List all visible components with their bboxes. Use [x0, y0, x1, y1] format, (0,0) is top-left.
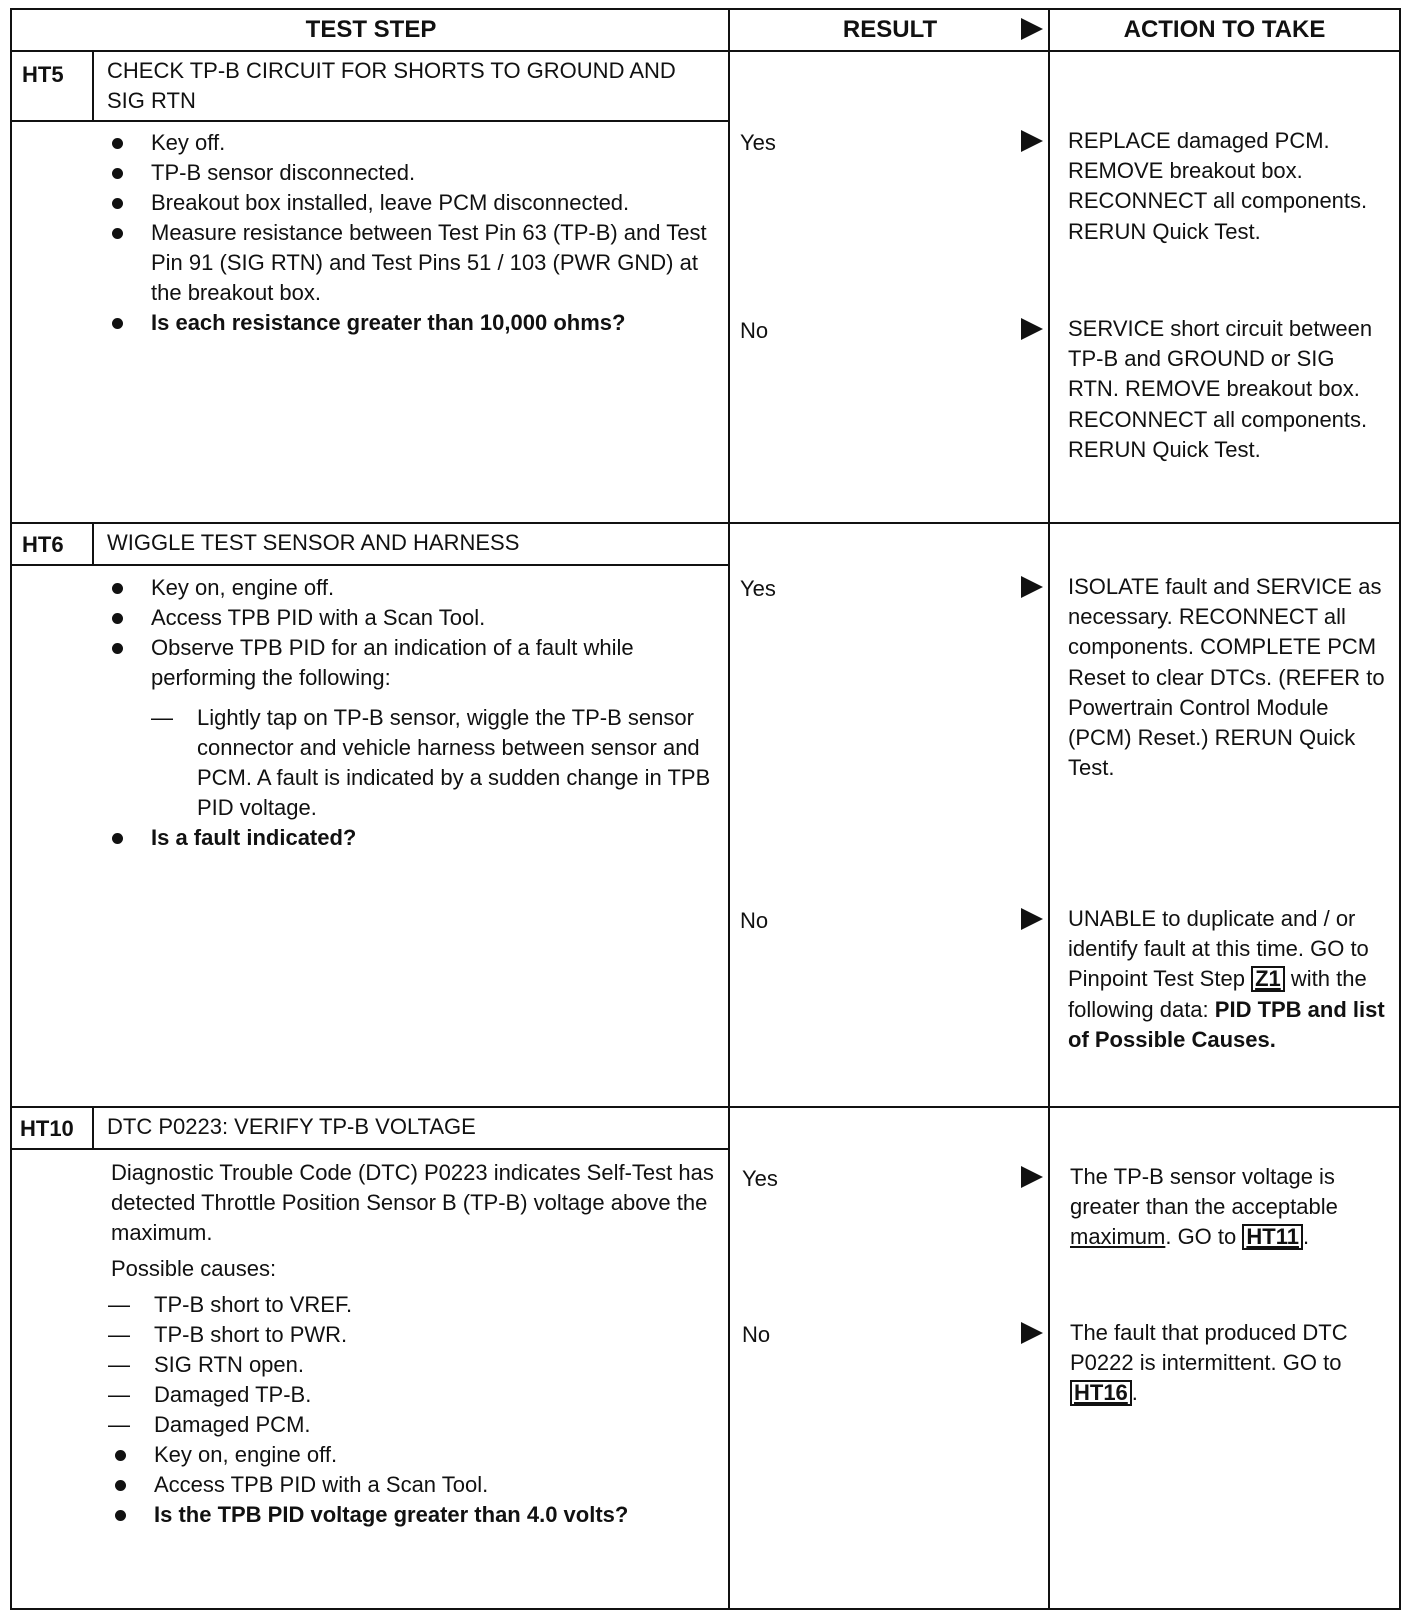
- title-underline: [12, 120, 730, 122]
- result-arrow-icon: [1021, 576, 1043, 598]
- list-item: Access TPB PID with a Scan Tool.: [108, 1470, 718, 1500]
- column-divider-action: [1048, 10, 1050, 1608]
- title-underline: [12, 564, 730, 566]
- header-action: ACTION TO TAKE: [1050, 10, 1399, 52]
- list-item: — TP-B short to VREF.: [108, 1290, 718, 1320]
- result-arrow-icon: [1021, 1322, 1043, 1344]
- step-id: HT6: [22, 532, 64, 557]
- action-text-part: . GO to: [1165, 1224, 1237, 1250]
- diagnostic-table: [10, 8, 1401, 1610]
- step-title: DTC P0223: VERIFY TP-B VOLTAGE: [107, 1114, 476, 1139]
- step-title: CHECK TP-B CIRCUIT FOR SHORTS TO GROUND AND SIG RTN: [107, 58, 676, 113]
- column-divider-result: [728, 10, 730, 1608]
- list-item: Key off.: [105, 128, 715, 158]
- step-id: HT10: [20, 1116, 74, 1141]
- step-id: HT5: [22, 62, 64, 87]
- result-yes: Yes: [740, 576, 776, 601]
- list-item: — TP-B short to PWR.: [108, 1320, 718, 1350]
- instruction-list: [105, 128, 715, 338]
- action-text: REPLACE damaged PCM. REMOVE breakout box. RECONNECT all components. RERUN Quick Test.: [1068, 128, 1368, 244]
- intro-text: Diagnostic Trouble Code (DTC) P0223 indicates Self-Test has detected Throttle Position Sensor B (TP-B) voltage above the maximum.: [111, 1160, 714, 1245]
- action-text: [1068, 904, 1393, 1055]
- result-arrow-icon: [1021, 130, 1043, 152]
- list-item: TP-B sensor disconnected.: [105, 158, 715, 188]
- list-item: — Damaged TP-B.: [108, 1380, 718, 1410]
- step-body: [108, 1158, 718, 1530]
- step-reference-link[interactable]: Z1: [1251, 966, 1285, 992]
- result-no: No: [740, 908, 769, 933]
- causes-label: Possible causes:: [111, 1256, 277, 1281]
- action-text: The TP-B sensor voltage is greater than the acceptable maximum. GO to HT11 .: [1070, 1164, 1338, 1250]
- list-item: Key on, engine off.: [108, 1440, 718, 1470]
- action-text-part: with the following data:: [1068, 966, 1367, 1022]
- step-id-divider: [92, 50, 94, 120]
- action-text-part: UNABLE to duplicate and / or identify fault at this time. GO to Pinpoint Test Step: [1068, 906, 1369, 992]
- result-yes: Yes: [742, 1166, 778, 1191]
- list-item: Access TPB PID with a Scan Tool.: [105, 603, 715, 633]
- result-arrow-icon: [1021, 1166, 1043, 1188]
- list-item: Measure resistance between Test Pin 63 (TP-B) and Test Pin 91 (SIG RTN) and Test Pins 51 / 103 (PWR GND) at the breakout box.: [105, 218, 715, 308]
- result-arrow-icon: [1021, 908, 1043, 930]
- action-text: SERVICE short circuit between TP-B and GROUND or SIG RTN. REMOVE breakout box. RECONNECT all components. RERUN Quick Test.: [1068, 316, 1373, 462]
- list-item: Breakout box installed, leave PCM disconnected.: [105, 188, 715, 218]
- result-arrow-icon: [1021, 318, 1043, 340]
- step-reference-link[interactable]: HT16: [1070, 1380, 1132, 1406]
- result-no: No: [742, 1322, 771, 1347]
- header-arrow-icon: [1021, 18, 1043, 40]
- action-text: The fault that produced DTC P0222 is intermittent. GO to HT16 .: [1070, 1320, 1348, 1406]
- header-result: RESULT: [730, 10, 1050, 52]
- list-item: — Damaged PCM.: [108, 1410, 718, 1440]
- question: Is the TPB PID voltage greater than 4.0 volts?: [108, 1500, 718, 1530]
- header-test-step: TEST STEP: [12, 10, 730, 52]
- instruction-list: [105, 573, 715, 693]
- instruction-list: [105, 823, 715, 853]
- list-item: — Lightly tap on TP-B sensor, wiggle the TP-B sensor connector and vehicle harness between sensor and PCM. A fault is indicated by a sudden change in TPB PID voltage.: [151, 703, 715, 823]
- causes-list: [108, 1290, 718, 1440]
- instruction-list: [108, 1440, 718, 1530]
- step-separator: [12, 1106, 1399, 1108]
- step-id-divider: [92, 522, 94, 564]
- step-body: [105, 573, 715, 853]
- action-text-bold: PID TPB and list of Possible Causes.: [1068, 996, 1385, 1052]
- result-no: No: [740, 318, 769, 343]
- step-id-divider: [92, 1106, 94, 1148]
- action-text-part: The fault that produced DTC P0222 is intermittent. GO to: [1070, 1320, 1348, 1376]
- list-item: Observe TPB PID for an indication of a fault while performing the following:: [105, 633, 715, 693]
- sub-list: [151, 703, 715, 823]
- list-item: Key on, engine off.: [105, 573, 715, 603]
- step-title: WIGGLE TEST SENSOR AND HARNESS: [107, 530, 520, 555]
- result-yes: Yes: [740, 130, 776, 155]
- question: Is a fault indicated?: [105, 823, 715, 853]
- list-item: — SIG RTN open.: [108, 1350, 718, 1380]
- action-text-underlined: maximum: [1070, 1224, 1166, 1250]
- step-reference-link[interactable]: HT11: [1242, 1224, 1303, 1250]
- question: Is each resistance greater than 10,000 ohms?: [105, 308, 715, 338]
- step-body: [105, 128, 715, 338]
- action-text: ISOLATE fault and SERVICE as necessary. RECONNECT all components. COMPLETE PCM Reset to clear DTCs. (REFER to Powertrain Control Module (PCM) Reset.) RERUN Quick Test.: [1068, 574, 1385, 781]
- step-separator: [12, 522, 1399, 524]
- title-underline: [12, 1148, 730, 1150]
- action-text-part: The TP-B sensor voltage is greater than the acceptable: [1070, 1164, 1338, 1220]
